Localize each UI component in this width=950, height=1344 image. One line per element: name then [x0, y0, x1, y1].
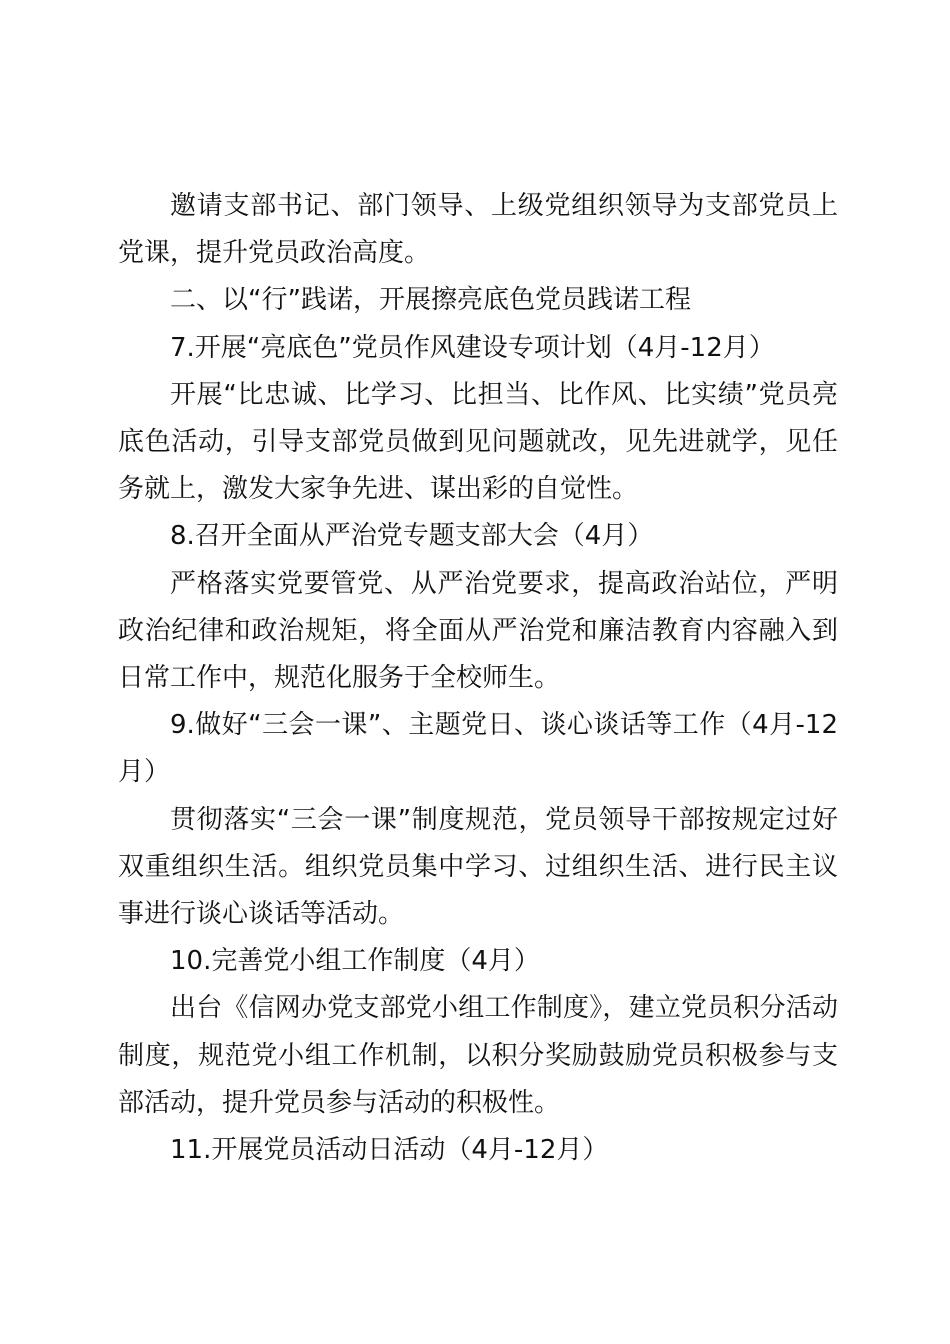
item-heading-7: 7.开展“亮底色”党员作风建设专项计划（4月-12月） — [170, 332, 775, 363]
document-body — [118, 183, 838, 1174]
section-heading-2: 二、以“行”践诺，开展擦亮底色党员践诺工程 — [170, 285, 691, 316]
paragraph-item-9: 贯彻落实“三会一课”制度规范，党员领导干部按规定过好双重组织生活。组织党员集中学习、过组织生活、进行民主议事进行谈心谈话等活动。 — [118, 804, 838, 930]
item-heading-11: 11.开展党员活动日活动（4月-12月） — [170, 1135, 609, 1166]
paragraph-item-7: 开展“比忠诚、比学习、比担当、比作风、比实绩”党员亮底色活动，引导支部党员做到见问题就改，见先进就学，见任务就上，激发大家争先进、谋出彩的自觉性。 — [118, 379, 838, 505]
paragraph-item-8: 严格落实党要管党、从严治党要求，提高政治站位，严明政治纪律和政治规矩，将全面从严治党和廉洁教育内容融入到日常工作中，规范化服务于全校师生。 — [118, 568, 838, 694]
paragraph-item-10: 出台《信网办党支部党小组工作制度》，建立党员积分活动制度，规范党小组工作机制，以积分奖励鼓励党员积极参与支部活动，提升党员参与活动的积极性。 — [118, 993, 838, 1118]
item-heading-9: 9.做好“三会一课”、主题党日、谈心谈话等工作（4月-12月） — [118, 710, 838, 788]
item-heading-8: 8.召开全面从严治党专题支部大会（4月） — [170, 521, 654, 552]
item-heading-10: 10.完善党小组工作制度（4月） — [170, 946, 540, 977]
paragraph-lecture-invitation: 邀请支部书记、部门领导、上级党组织领导为支部党员上党课，提升党员政治高度。 — [118, 191, 838, 269]
